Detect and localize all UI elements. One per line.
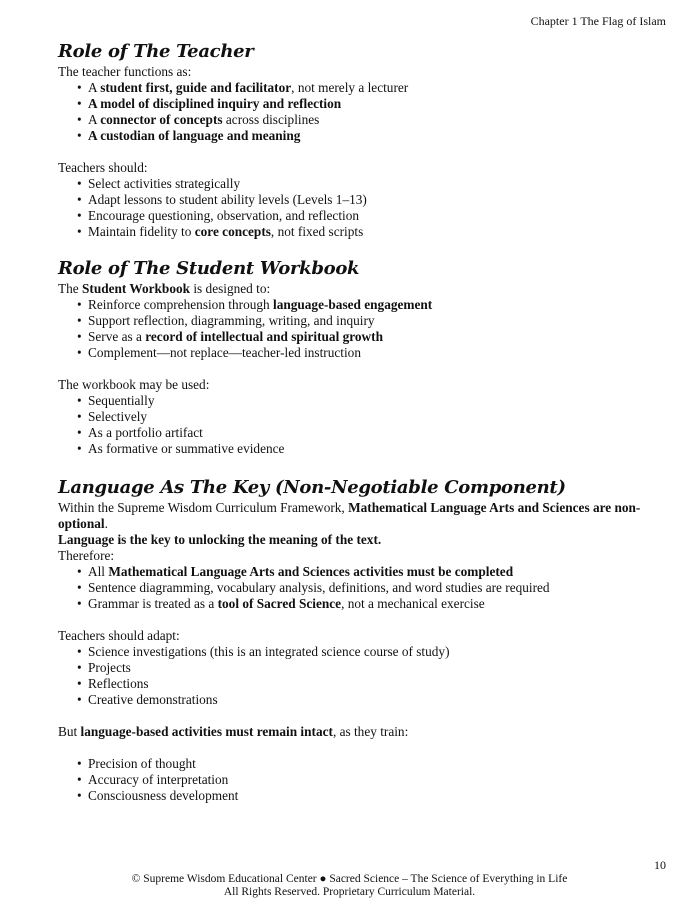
section-heading-teacher: Role of The Teacher [58, 41, 254, 62]
teacher-functions-list [58, 80, 670, 144]
list-item: • All Mathematical Language Arts and Sciences activities must be completed [88, 564, 670, 580]
footer-copyright: © Supreme Wisdom Educational Center ● Sacred Science – The Science of Everything in Life [131, 873, 568, 885]
language-but-line: But language-based activities must remain intact, as they train: [58, 724, 409, 739]
list-item: • A connector of concepts across disciplines [88, 112, 670, 128]
list-item: • A custodian of language and meaning [88, 128, 670, 144]
list-item: • Sequentially [88, 393, 670, 409]
list-item: • Serve as a record of intellectual and spiritual growth [88, 329, 670, 345]
language-requirements-list [58, 564, 670, 612]
language-adapt-intro: Teachers should adapt: [58, 628, 180, 643]
list-item: • As formative or summative evidence [88, 441, 670, 457]
list-item: • Accuracy of interpretation [88, 772, 670, 788]
workbook-uses-list [58, 393, 670, 457]
list-item: • A model of disciplined inquiry and reflection [88, 96, 670, 112]
teacher-intro: The teacher functions as: [58, 64, 192, 79]
running-header: Chapter 1 The Flag of Islam [530, 14, 666, 28]
language-key-line: Language is the key to unlocking the meaning of the text. [58, 532, 382, 547]
list-item: • Complement—not replace—teacher-led instruction [88, 345, 670, 361]
list-item: • As a portfolio artifact [88, 425, 670, 441]
list-item: • Science investigations (this is an integrated science course of study) [88, 644, 670, 660]
document-body [58, 40, 670, 804]
list-item: • Precision of thought [88, 756, 670, 772]
list-item: • Maintain fidelity to core concepts, not fixed scripts [88, 224, 670, 240]
language-train-list [58, 756, 670, 804]
list-item: • Consciousness development [88, 788, 670, 804]
list-item: • Grammar is treated as a tool of Sacred Science, not a mechanical exercise [88, 596, 670, 612]
language-therefore: Therefore: [58, 548, 115, 563]
list-item: • Sentence diagramming, vocabulary analysis, definitions, and word studies are required [88, 580, 670, 596]
page-footer [0, 873, 699, 899]
list-item: • Encourage questioning, observation, and reflection [88, 208, 670, 224]
list-item: • A student first, guide and facilitator, not merely a lecturer [88, 80, 670, 96]
footer-rights: All Rights Reserved. Proprietary Curriculum Material. [223, 886, 476, 898]
list-item: • Projects [88, 660, 670, 676]
list-item: • Adapt lessons to student ability levels (Levels 1–13) [88, 192, 670, 208]
list-item: • Selectively [88, 409, 670, 425]
workbook-intro: The Student Workbook is designed to: [58, 281, 271, 296]
list-item: • Support reflection, diagramming, writing, and inquiry [88, 313, 670, 329]
workbook-uses-intro: The workbook may be used: [58, 377, 210, 392]
list-item: • Reflections [88, 676, 670, 692]
section-heading-language: Language As The Key (Non-Negotiable Component) [58, 477, 566, 498]
list-item: • Reinforce comprehension through language-based engagement [88, 297, 670, 313]
list-item: • Creative demonstrations [88, 692, 670, 708]
section-heading-workbook: Role of The Student Workbook [58, 258, 360, 279]
list-item: • Select activities strategically [88, 176, 670, 192]
language-adapt-list [58, 644, 670, 708]
teacher-should-list [58, 176, 670, 240]
teacher-should-intro: Teachers should: [58, 160, 148, 175]
workbook-purposes-list [58, 297, 670, 361]
page-number: 10 [654, 858, 666, 872]
language-para1: Within the Supreme Wisdom Curriculum Framework, Mathematical Language Arts and Sciences are non-optional. [58, 500, 641, 531]
